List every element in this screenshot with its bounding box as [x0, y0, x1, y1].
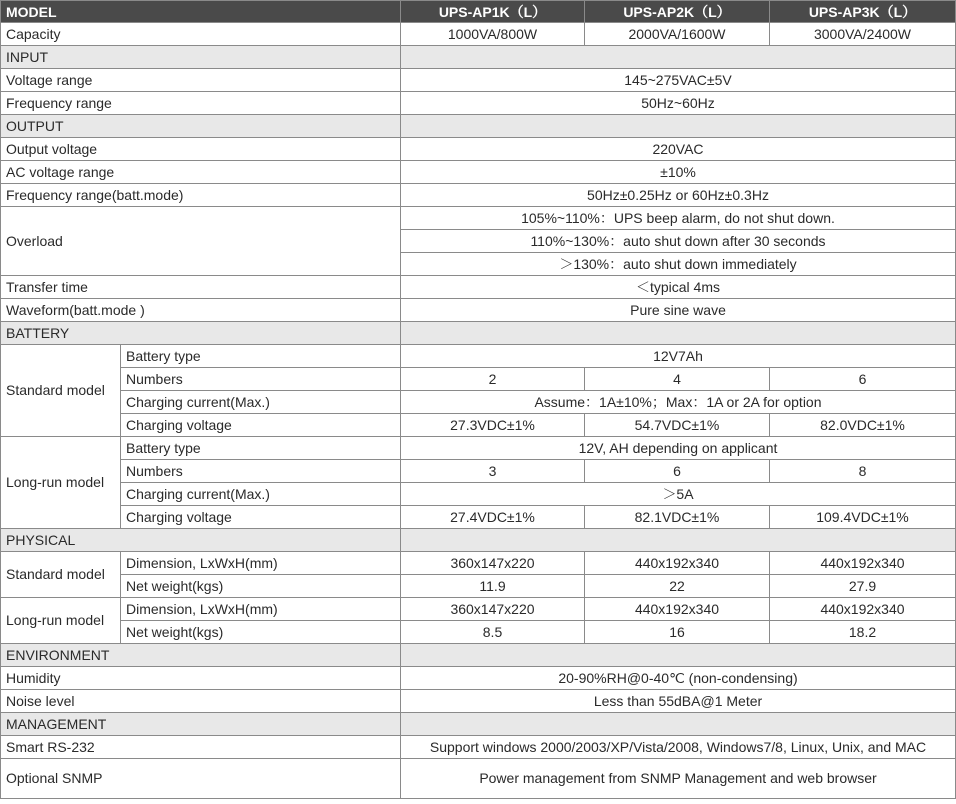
capacity-2k: 2000VA/1600W — [585, 23, 770, 46]
overload-row-1 — [1, 207, 956, 230]
value-3k: 18.2 — [770, 621, 956, 644]
value-3k: 6 — [770, 368, 956, 391]
battery-longrun-numbers-row — [1, 460, 956, 483]
row-value: 20-90%RH@0-40℃ (non-condensing) — [401, 667, 956, 690]
row-label: Charging current(Max.) — [121, 391, 401, 414]
row-label: Charging current(Max.) — [121, 483, 401, 506]
row-value: 50Hz±0.25Hz or 60Hz±0.3Hz — [401, 184, 956, 207]
value-2k: 4 — [585, 368, 770, 391]
waveform-row — [1, 299, 956, 322]
value-2k: 440x192x340 — [585, 598, 770, 621]
row-label: Net weight(kgs) — [121, 575, 401, 598]
capacity-row — [1, 23, 956, 46]
row-value: Support windows 2000/2003/XP/Vista/2008, Windows7/8, Linux, Unix, and MAC — [401, 736, 956, 759]
battery-standard-charging-voltage-row — [1, 414, 956, 437]
row-label: Optional SNMP — [1, 759, 401, 799]
row-label: Frequency range — [1, 92, 401, 115]
section-filler — [401, 115, 956, 138]
value-3k: 440x192x340 — [770, 552, 956, 575]
row-label: Numbers — [121, 460, 401, 483]
section-title: PHYSICAL — [1, 529, 401, 552]
row-value: 220VAC — [401, 138, 956, 161]
section-title: INPUT — [1, 46, 401, 69]
value-1k: 27.4VDC±1% — [401, 506, 585, 529]
row-value: 12V7Ah — [401, 345, 956, 368]
row-label: Waveform(batt.mode ) — [1, 299, 401, 322]
row-value: 145~275VAC±5V — [401, 69, 956, 92]
value-2k: 22 — [585, 575, 770, 598]
snmp-row — [1, 759, 956, 799]
value-2k: 440x192x340 — [585, 552, 770, 575]
row-value: ＜typical 4ms — [401, 276, 956, 299]
value-3k: 109.4VDC±1% — [770, 506, 956, 529]
frequency-range-row — [1, 92, 956, 115]
value-3k: 27.9 — [770, 575, 956, 598]
row-label: Dimension, LxWxH(mm) — [121, 552, 401, 575]
row-label: Net weight(kgs) — [121, 621, 401, 644]
section-title: OUTPUT — [1, 115, 401, 138]
section-environment — [1, 644, 956, 667]
row-label: Battery type — [121, 345, 401, 368]
battery-standard-label: Standard model — [1, 345, 121, 437]
value-1k: 360x147x220 — [401, 552, 585, 575]
model-col-2k: UPS-AP2K（L） — [585, 1, 770, 23]
section-title: MANAGEMENT — [1, 713, 401, 736]
overload-label: Overload — [1, 207, 401, 276]
section-filler — [401, 529, 956, 552]
battery-longrun-label: Long-run model — [1, 437, 121, 529]
humidity-row — [1, 667, 956, 690]
value-2k: 6 — [585, 460, 770, 483]
model-col-1k: UPS-AP1K（L） — [401, 1, 585, 23]
section-physical — [1, 529, 956, 552]
physical-longrun-label: Long-run model — [1, 598, 121, 644]
row-label: Numbers — [121, 368, 401, 391]
row-label: Frequency range(batt.mode) — [1, 184, 401, 207]
header-row — [1, 1, 956, 23]
row-value: Assume：1A±10%；Max：1A or 2A for option — [401, 391, 956, 414]
section-filler — [401, 322, 956, 345]
voltage-range-row — [1, 69, 956, 92]
section-title: ENVIRONMENT — [1, 644, 401, 667]
physical-longrun-dimension-row — [1, 598, 956, 621]
row-label: Smart RS-232 — [1, 736, 401, 759]
output-voltage-row — [1, 138, 956, 161]
row-value: Less than 55dBA@1 Meter — [401, 690, 956, 713]
value-1k: 2 — [401, 368, 585, 391]
value-2k: 16 — [585, 621, 770, 644]
value-2k: 82.1VDC±1% — [585, 506, 770, 529]
value-3k: 440x192x340 — [770, 598, 956, 621]
physical-longrun-weight-row — [1, 621, 956, 644]
row-label: Charging voltage — [121, 506, 401, 529]
noise-level-row — [1, 690, 956, 713]
row-label: Voltage range — [1, 69, 401, 92]
model-col-3k: UPS-AP3K（L） — [770, 1, 956, 23]
value-1k: 3 — [401, 460, 585, 483]
transfer-time-row — [1, 276, 956, 299]
value-1k: 27.3VDC±1% — [401, 414, 585, 437]
value-2k: 54.7VDC±1% — [585, 414, 770, 437]
overload-line-3: ＞130%：auto shut down immediately — [401, 253, 956, 276]
physical-standard-label: Standard model — [1, 552, 121, 598]
row-label: Humidity — [1, 667, 401, 690]
capacity-3k: 3000VA/2400W — [770, 23, 956, 46]
battery-standard-charging-current-row — [1, 391, 956, 414]
section-title: BATTERY — [1, 322, 401, 345]
rs232-row — [1, 736, 956, 759]
row-value: ±10% — [401, 161, 956, 184]
row-label: Noise level — [1, 690, 401, 713]
battery-standard-numbers-row — [1, 368, 956, 391]
section-filler — [401, 644, 956, 667]
row-label: AC voltage range — [1, 161, 401, 184]
row-label: Transfer time — [1, 276, 401, 299]
row-value: ＞5A — [401, 483, 956, 506]
row-value: 12V, AH depending on applicant — [401, 437, 956, 460]
battery-standard-type-row — [1, 345, 956, 368]
overload-line-1: 105%~110%：UPS beep alarm, do not shut down. — [401, 207, 956, 230]
section-management — [1, 713, 956, 736]
overload-line-2: 110%~130%：auto shut down after 30 seconds — [401, 230, 956, 253]
row-label: Charging voltage — [121, 414, 401, 437]
value-3k: 8 — [770, 460, 956, 483]
row-label: Output voltage — [1, 138, 401, 161]
row-value: Pure sine wave — [401, 299, 956, 322]
row-label: Dimension, LxWxH(mm) — [121, 598, 401, 621]
value-1k: 11.9 — [401, 575, 585, 598]
frequency-range-batt-row — [1, 184, 956, 207]
physical-standard-weight-row — [1, 575, 956, 598]
value-3k: 82.0VDC±1% — [770, 414, 956, 437]
model-header: MODEL — [1, 1, 401, 23]
row-value: Power management from SNMP Management and web browser — [401, 759, 956, 799]
value-1k: 360x147x220 — [401, 598, 585, 621]
section-input — [1, 46, 956, 69]
battery-longrun-charging-voltage-row — [1, 506, 956, 529]
section-filler — [401, 713, 956, 736]
capacity-label: Capacity — [1, 23, 401, 46]
section-filler — [401, 46, 956, 69]
section-battery — [1, 322, 956, 345]
capacity-1k: 1000VA/800W — [401, 23, 585, 46]
value-1k: 8.5 — [401, 621, 585, 644]
battery-longrun-type-row — [1, 437, 956, 460]
row-value: 50Hz~60Hz — [401, 92, 956, 115]
row-label: Battery type — [121, 437, 401, 460]
battery-longrun-charging-current-row — [1, 483, 956, 506]
physical-standard-dimension-row — [1, 552, 956, 575]
section-output — [1, 115, 956, 138]
ac-voltage-range-row — [1, 161, 956, 184]
